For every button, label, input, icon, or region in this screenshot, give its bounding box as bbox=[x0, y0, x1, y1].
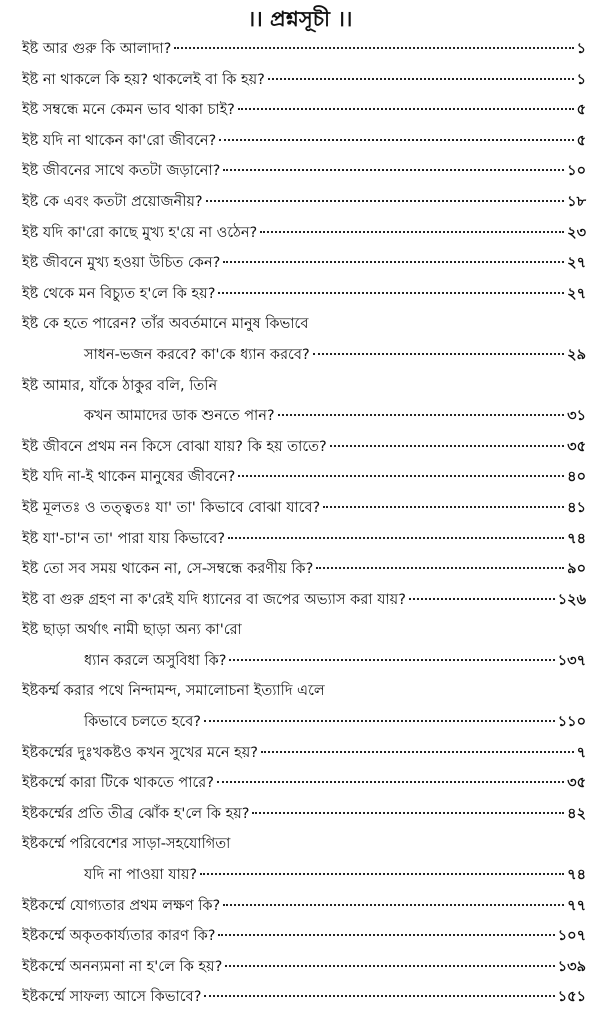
dot-leader bbox=[238, 475, 564, 477]
question-text: ইষ্টকর্ম্মের প্রতি তীব্র ঝোঁক হ'লে কি হয়? bbox=[22, 805, 250, 822]
dot-leader bbox=[223, 169, 564, 171]
toc-entry bbox=[22, 619, 586, 650]
dot-leader bbox=[228, 537, 564, 539]
question-text: ইষ্টকর্ম্মে পরিবেশের সাড়া-সহযোগিতা bbox=[22, 836, 231, 853]
page-number: ২৯ bbox=[567, 346, 586, 363]
page-number: ১৩৯ bbox=[557, 958, 586, 975]
question-text: ইষ্ট জীবনে মুখ্য হওয়া উচিত কেন? bbox=[22, 255, 221, 272]
dot-leader bbox=[330, 445, 564, 447]
toc-entry bbox=[22, 375, 586, 406]
question-text: ইষ্ট আমার, যাঁকে ঠাকুর বলি, তিনি bbox=[22, 377, 218, 394]
toc-entry bbox=[22, 956, 586, 987]
toc-entry bbox=[22, 833, 586, 864]
dot-leader bbox=[268, 78, 574, 80]
dot-leader bbox=[316, 567, 564, 569]
dot-leader bbox=[223, 261, 564, 263]
question-text: ইষ্ট কে এবং কতটা প্রয়োজনীয়? bbox=[22, 193, 203, 210]
question-text: ইষ্ট যদি না থাকেন কা'রো জীবনে? bbox=[22, 132, 217, 149]
toc-entry-continuation bbox=[22, 405, 586, 436]
toc-entry bbox=[22, 69, 586, 100]
question-text: ইষ্টকর্ম্মে যোগ্যতার প্রথম লক্ষণ কি? bbox=[22, 897, 221, 914]
toc-entry bbox=[22, 895, 586, 926]
question-text: ইষ্টকর্ম্ম করার পথে নিন্দামন্দ, সমালোচনা ইত্যাদি এলে bbox=[22, 683, 325, 700]
toc-entry bbox=[22, 191, 586, 222]
dot-leader bbox=[206, 200, 565, 202]
page-number: ৩১ bbox=[567, 408, 586, 425]
page-number: ৭৪ bbox=[567, 867, 586, 884]
question-text: ইষ্ট বা গুরু গ্রহণ না ক'রেই যদি ধ্যানের বা জপের অভ্যাস করা যায়? bbox=[22, 591, 406, 608]
question-text: কিভাবে চলতে হবে? bbox=[84, 714, 201, 731]
question-text: ইষ্ট সম্বন্ধে মনে কেমন ভাব থাকা চাই? bbox=[22, 102, 235, 119]
page-number: ২৭ bbox=[567, 255, 586, 272]
page-number: ১০৭ bbox=[557, 928, 586, 945]
page-number: ৪২ bbox=[567, 805, 586, 822]
question-text: ইষ্টকর্ম্মের দুঃখকষ্টও কখন সুখের মনে হয়? bbox=[22, 744, 258, 761]
page-number: ৭৪ bbox=[567, 530, 586, 547]
dot-leader bbox=[204, 995, 554, 997]
question-text: ইষ্টকর্ম্মে কারা টিকে থাকতে পারে? bbox=[22, 775, 214, 792]
toc-entry-continuation bbox=[22, 650, 586, 681]
toc-entry bbox=[22, 986, 586, 1017]
question-text: ইষ্ট যা'-চা'ন তা' পারা যায় কিভাবে? bbox=[22, 530, 226, 547]
dot-leader bbox=[200, 873, 564, 875]
question-text: ধ্যান করলে অসুবিধা কি? bbox=[84, 652, 227, 669]
toc-entry bbox=[22, 252, 586, 283]
page-number: ১৫১ bbox=[557, 989, 586, 1006]
toc-entry bbox=[22, 466, 586, 497]
question-index bbox=[22, 38, 586, 1017]
page-number: ৫ bbox=[576, 132, 586, 149]
toc-entry bbox=[22, 99, 586, 130]
page-number: ১৩৭ bbox=[557, 652, 586, 669]
page-number: ২৩ bbox=[567, 224, 586, 241]
toc-entry bbox=[22, 772, 586, 803]
dot-leader bbox=[238, 108, 574, 110]
toc-entry bbox=[22, 925, 586, 956]
question-text: ইষ্ট ছাড়া অর্থাৎ নামী ছাড়া অন্য কা'রো bbox=[22, 622, 242, 639]
page-number: ৫ bbox=[576, 102, 586, 119]
dot-leader bbox=[261, 751, 574, 753]
question-text: ইষ্ট থেকে মন বিচ্যুত হ'লে কি হয়? bbox=[22, 285, 216, 302]
dot-leader bbox=[218, 934, 554, 936]
dot-leader bbox=[225, 965, 554, 967]
dot-leader bbox=[218, 292, 564, 294]
page-title: ।। প্রশ্নসূচী ।। bbox=[247, 7, 353, 31]
page-number: ১০ bbox=[567, 163, 586, 180]
page-number: ১৮ bbox=[567, 193, 586, 210]
toc-entry bbox=[22, 313, 586, 344]
toc-entry-continuation bbox=[22, 344, 586, 375]
question-text: সাধন-ভজন করবে? কা'কে ধ্যান করবে? bbox=[84, 346, 310, 363]
question-text: ইষ্ট আর গুরু কি আলাদা? bbox=[22, 41, 172, 57]
toc-entry bbox=[22, 222, 586, 253]
question-text: ইষ্ট জীবনের সাথে কতটা জড়ানো? bbox=[22, 163, 221, 180]
question-text: ইষ্টকর্ম্মে অকৃতকার্য্যতার কারণ কি? bbox=[22, 928, 216, 945]
page-number: ১১০ bbox=[557, 714, 586, 731]
question-text: ইষ্ট মূলতঃ ও তত্ত্বতঃ যা' তা' কিভাবে বোঝা যাবে? bbox=[22, 499, 321, 516]
page-number: ১ bbox=[576, 71, 586, 88]
toc-entry bbox=[22, 497, 586, 528]
toc-entry bbox=[22, 38, 586, 69]
toc-entry bbox=[22, 680, 586, 711]
dot-leader bbox=[217, 781, 564, 783]
question-text: ইষ্ট না থাকলে কি হয়? থাকলেই বা কি হয়? bbox=[22, 71, 265, 88]
toc-entry bbox=[22, 558, 586, 589]
toc-entry bbox=[22, 589, 586, 620]
toc-entry-continuation bbox=[22, 864, 586, 895]
dot-leader bbox=[260, 231, 564, 233]
dot-leader bbox=[252, 812, 564, 814]
dot-leader bbox=[409, 598, 555, 600]
page-number: ৭৭ bbox=[567, 897, 586, 914]
dot-leader bbox=[323, 506, 564, 508]
dot-leader bbox=[223, 904, 564, 906]
page-number: ৪০ bbox=[567, 469, 586, 486]
question-text: ইষ্টকর্ম্মে অনন্যমনা না হ'লে কি হয়? bbox=[22, 958, 223, 975]
toc-entry bbox=[22, 283, 586, 314]
toc-entry bbox=[22, 742, 586, 773]
toc-entry bbox=[22, 160, 586, 191]
toc-entry-continuation bbox=[22, 711, 586, 742]
page-number: ৭ bbox=[576, 744, 586, 761]
question-text: ইষ্ট কে হতে পারেন? তাঁর অবর্তমানে মানুষ কিভাবে bbox=[22, 316, 309, 333]
question-text: ইষ্ট যদি না-ই থাকেন মানুষের জীবনে? bbox=[22, 469, 236, 486]
dot-leader bbox=[219, 139, 573, 141]
question-text: ইষ্ট জীবনে প্রথম নন কিসে বোঝা যায়? কি হয় তাতে? bbox=[22, 438, 327, 455]
dot-leader bbox=[313, 353, 565, 355]
toc-entry bbox=[22, 436, 586, 467]
toc-entry bbox=[22, 528, 586, 559]
page-number: ৩৫ bbox=[567, 775, 586, 792]
dot-leader bbox=[204, 720, 555, 722]
page-number: ১২৬ bbox=[557, 591, 586, 608]
page-number: ৪১ bbox=[567, 499, 586, 516]
toc-entry bbox=[22, 803, 586, 834]
question-text: ইষ্টকর্ম্মে সাফল্য আসে কিভাবে? bbox=[22, 989, 202, 1006]
toc-entry bbox=[22, 130, 586, 161]
dot-leader bbox=[278, 414, 565, 416]
question-text: যদি না পাওয়া যায়? bbox=[84, 867, 198, 884]
page-number: ২৭ bbox=[567, 285, 586, 302]
question-text: কখন আমাদের ডাক শুনতে পান? bbox=[84, 408, 275, 425]
page-number: ১ bbox=[576, 41, 586, 57]
page-number: ৩৫ bbox=[567, 438, 586, 455]
page-number: ৯০ bbox=[567, 561, 586, 578]
question-text: ইষ্ট তো সব সময় থাকেন না, সে-সম্বন্ধে করণীয় কি? bbox=[22, 561, 314, 578]
dot-leader bbox=[174, 47, 573, 49]
dot-leader bbox=[229, 659, 554, 661]
question-text: ইষ্ট যদি কা'রো কাছে মুখ্য হ'য়ে না ওঠেন? bbox=[22, 224, 258, 241]
